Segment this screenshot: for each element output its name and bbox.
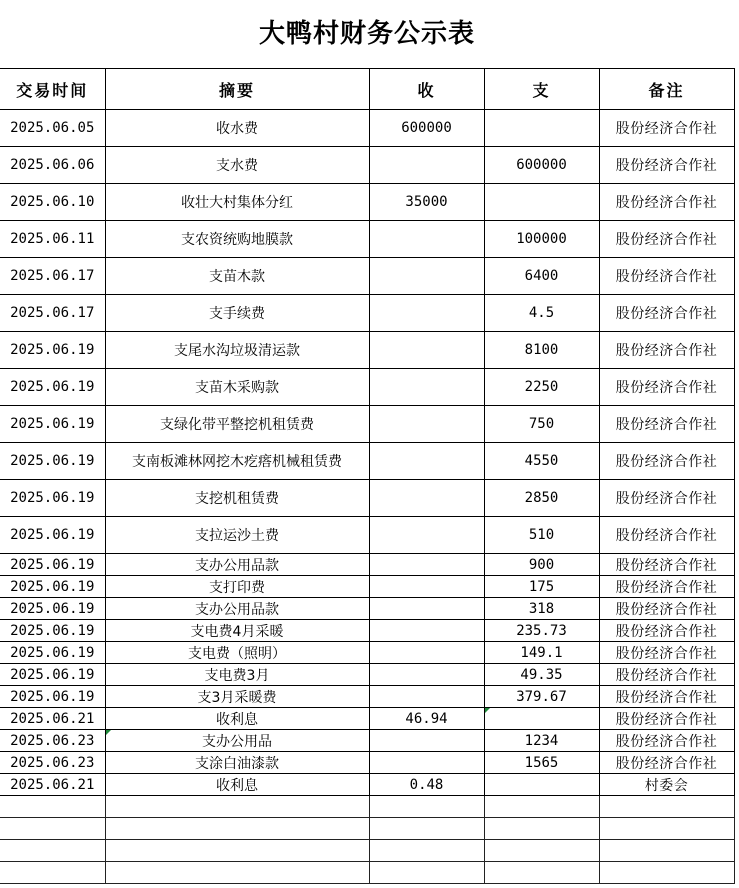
cell-note: 股份经济合作社 — [599, 708, 734, 730]
cell-note: 股份经济合作社 — [599, 554, 734, 576]
cell-income — [369, 598, 484, 620]
cell-expense: 49.35 — [484, 664, 599, 686]
cell-date: 2025.06.19 — [0, 554, 105, 576]
cell-income — [369, 620, 484, 642]
empty-cell — [0, 840, 105, 862]
empty-cell — [0, 862, 105, 884]
cell-date: 2025.06.05 — [0, 110, 105, 147]
cell-desc: 支农资统购地膜款 — [105, 221, 369, 258]
cell-expense: 4.5 — [484, 295, 599, 332]
cell-desc: 支手续费 — [105, 295, 369, 332]
table-row — [0, 480, 734, 517]
cell-date: 2025.06.21 — [0, 774, 105, 796]
cell-note: 股份经济合作社 — [599, 664, 734, 686]
cell-date: 2025.06.19 — [0, 620, 105, 642]
cell-income — [369, 443, 484, 480]
empty-cell — [369, 818, 484, 840]
empty-row — [0, 818, 734, 840]
cell-date: 2025.06.19 — [0, 480, 105, 517]
cell-date: 2025.06.21 — [0, 708, 105, 730]
cell-date: 2025.06.19 — [0, 686, 105, 708]
cell-expense: 235.73 — [484, 620, 599, 642]
empty-row — [0, 796, 734, 818]
cell-desc: 支电费4月采暖 — [105, 620, 369, 642]
table-row — [0, 406, 734, 443]
cell-income — [369, 258, 484, 295]
cell-desc: 支南板滩林网挖木疙瘩机械租赁费 — [105, 443, 369, 480]
cell-income — [369, 554, 484, 576]
cell-note: 股份经济合作社 — [599, 406, 734, 443]
table-row — [0, 258, 734, 295]
cell-expense — [484, 110, 599, 147]
cell-desc: 收利息 — [105, 708, 369, 730]
cell-expense: 149.1 — [484, 642, 599, 664]
cell-desc: 支办公用品款 — [105, 554, 369, 576]
table-row — [0, 221, 734, 258]
empty-cell — [599, 862, 734, 884]
cell-expense — [484, 774, 599, 796]
cell-date: 2025.06.19 — [0, 517, 105, 554]
cell-note: 村委会 — [599, 774, 734, 796]
table-row — [0, 620, 734, 642]
table-row — [0, 443, 734, 480]
cell-income: 46.94 — [369, 708, 484, 730]
cell-desc: 支苗木采购款 — [105, 369, 369, 406]
cell-note: 股份经济合作社 — [599, 258, 734, 295]
cell-desc: 收壮大村集体分红 — [105, 184, 369, 221]
empty-cell — [484, 818, 599, 840]
cell-income: 0.48 — [369, 774, 484, 796]
cell-date: 2025.06.06 — [0, 147, 105, 184]
empty-cell — [105, 862, 369, 884]
cell-income — [369, 295, 484, 332]
cell-expense: 900 — [484, 554, 599, 576]
cell-desc: 支3月采暖费 — [105, 686, 369, 708]
cell-income — [369, 221, 484, 258]
table-row — [0, 730, 734, 752]
cell-income — [369, 752, 484, 774]
cell-date: 2025.06.11 — [0, 221, 105, 258]
empty-row — [0, 840, 734, 862]
cell-desc: 支办公用品款 — [105, 598, 369, 620]
table-row — [0, 295, 734, 332]
cell-note: 股份经济合作社 — [599, 110, 734, 147]
cell-date: 2025.06.19 — [0, 664, 105, 686]
cell-note: 股份经济合作社 — [599, 598, 734, 620]
table-row — [0, 147, 734, 184]
table-row — [0, 369, 734, 406]
cell-income — [369, 686, 484, 708]
cell-note: 股份经济合作社 — [599, 369, 734, 406]
empty-cell — [484, 862, 599, 884]
cell-income — [369, 642, 484, 664]
cell-desc: 支水费 — [105, 147, 369, 184]
cell-note: 股份经济合作社 — [599, 147, 734, 184]
cell-note: 股份经济合作社 — [599, 480, 734, 517]
cell-income: 35000 — [369, 184, 484, 221]
cell-date: 2025.06.23 — [0, 752, 105, 774]
cell-note: 股份经济合作社 — [599, 642, 734, 664]
cell-date: 2025.06.19 — [0, 332, 105, 369]
cell-expense — [484, 184, 599, 221]
cell-expense: 4550 — [484, 443, 599, 480]
table-row — [0, 708, 734, 730]
header-note: 备注 — [599, 69, 734, 110]
cell-date: 2025.06.23 — [0, 730, 105, 752]
cell-note: 股份经济合作社 — [599, 620, 734, 642]
cell-income — [369, 406, 484, 443]
table-row — [0, 752, 734, 774]
cell-note: 股份经济合作社 — [599, 443, 734, 480]
cell-date: 2025.06.19 — [0, 642, 105, 664]
cell-expense — [484, 708, 599, 730]
finance-table — [0, 68, 735, 884]
header-date: 交易时间 — [0, 69, 105, 110]
cell-date: 2025.06.17 — [0, 258, 105, 295]
cell-income — [369, 730, 484, 752]
cell-desc: 支电费（照明） — [105, 642, 369, 664]
table-row — [0, 554, 734, 576]
cell-date: 2025.06.19 — [0, 598, 105, 620]
cell-note: 股份经济合作社 — [599, 221, 734, 258]
cell-expense: 750 — [484, 406, 599, 443]
cell-income: 600000 — [369, 110, 484, 147]
table-row — [0, 642, 734, 664]
cell-desc: 收水费 — [105, 110, 369, 147]
cell-income — [369, 332, 484, 369]
empty-cell — [599, 796, 734, 818]
cell-desc: 支拉运沙土费 — [105, 517, 369, 554]
table-row — [0, 184, 734, 221]
empty-cell — [599, 840, 734, 862]
cell-expense: 379.67 — [484, 686, 599, 708]
cell-desc: 支尾水沟垃圾清运款 — [105, 332, 369, 369]
cell-expense: 1565 — [484, 752, 599, 774]
cell-note: 股份经济合作社 — [599, 752, 734, 774]
table-row — [0, 774, 734, 796]
cell-note: 股份经济合作社 — [599, 332, 734, 369]
cell-note: 股份经济合作社 — [599, 576, 734, 598]
empty-cell — [105, 840, 369, 862]
cell-note: 股份经济合作社 — [599, 686, 734, 708]
cell-desc: 支办公用品 — [105, 730, 369, 752]
table-row — [0, 598, 734, 620]
cell-expense: 510 — [484, 517, 599, 554]
table-row — [0, 110, 734, 147]
cell-date: 2025.06.19 — [0, 406, 105, 443]
cell-desc: 支打印费 — [105, 576, 369, 598]
cell-note: 股份经济合作社 — [599, 517, 734, 554]
empty-cell — [369, 840, 484, 862]
empty-cell — [369, 862, 484, 884]
cell-income — [369, 664, 484, 686]
empty-cell — [105, 796, 369, 818]
empty-cell — [599, 818, 734, 840]
cell-desc: 支挖机租赁费 — [105, 480, 369, 517]
cell-date: 2025.06.19 — [0, 443, 105, 480]
cell-note: 股份经济合作社 — [599, 730, 734, 752]
cell-expense: 175 — [484, 576, 599, 598]
empty-row — [0, 862, 734, 884]
cell-date: 2025.06.19 — [0, 576, 105, 598]
cell-income — [369, 480, 484, 517]
cell-income — [369, 576, 484, 598]
cell-desc: 支涂白油漆款 — [105, 752, 369, 774]
cell-income — [369, 147, 484, 184]
cell-note: 股份经济合作社 — [599, 295, 734, 332]
cell-expense: 318 — [484, 598, 599, 620]
cell-note: 股份经济合作社 — [599, 184, 734, 221]
cell-desc: 支绿化带平整挖机租赁费 — [105, 406, 369, 443]
header-row — [0, 69, 734, 110]
table-row — [0, 686, 734, 708]
cell-expense: 1234 — [484, 730, 599, 752]
cell-date: 2025.06.19 — [0, 369, 105, 406]
cell-expense: 6400 — [484, 258, 599, 295]
empty-cell — [484, 840, 599, 862]
cell-expense: 100000 — [484, 221, 599, 258]
table-row — [0, 576, 734, 598]
cell-income — [369, 517, 484, 554]
cell-expense: 2850 — [484, 480, 599, 517]
empty-cell — [484, 796, 599, 818]
header-income: 收 — [369, 69, 484, 110]
cell-expense: 8100 — [484, 332, 599, 369]
cell-date: 2025.06.17 — [0, 295, 105, 332]
cell-desc: 支电费3月 — [105, 664, 369, 686]
page-title: 大鸭村财务公示表 — [258, 19, 475, 49]
cell-date: 2025.06.10 — [0, 184, 105, 221]
cell-desc: 收利息 — [105, 774, 369, 796]
table-row — [0, 664, 734, 686]
header-expense: 支 — [484, 69, 599, 110]
table-row — [0, 517, 734, 554]
cell-income — [369, 369, 484, 406]
empty-cell — [369, 796, 484, 818]
table-row — [0, 332, 734, 369]
empty-cell — [0, 796, 105, 818]
cell-expense: 2250 — [484, 369, 599, 406]
header-desc: 摘要 — [105, 69, 369, 110]
cell-expense: 600000 — [484, 147, 599, 184]
cell-desc: 支苗木款 — [105, 258, 369, 295]
empty-cell — [105, 818, 369, 840]
empty-cell — [0, 818, 105, 840]
